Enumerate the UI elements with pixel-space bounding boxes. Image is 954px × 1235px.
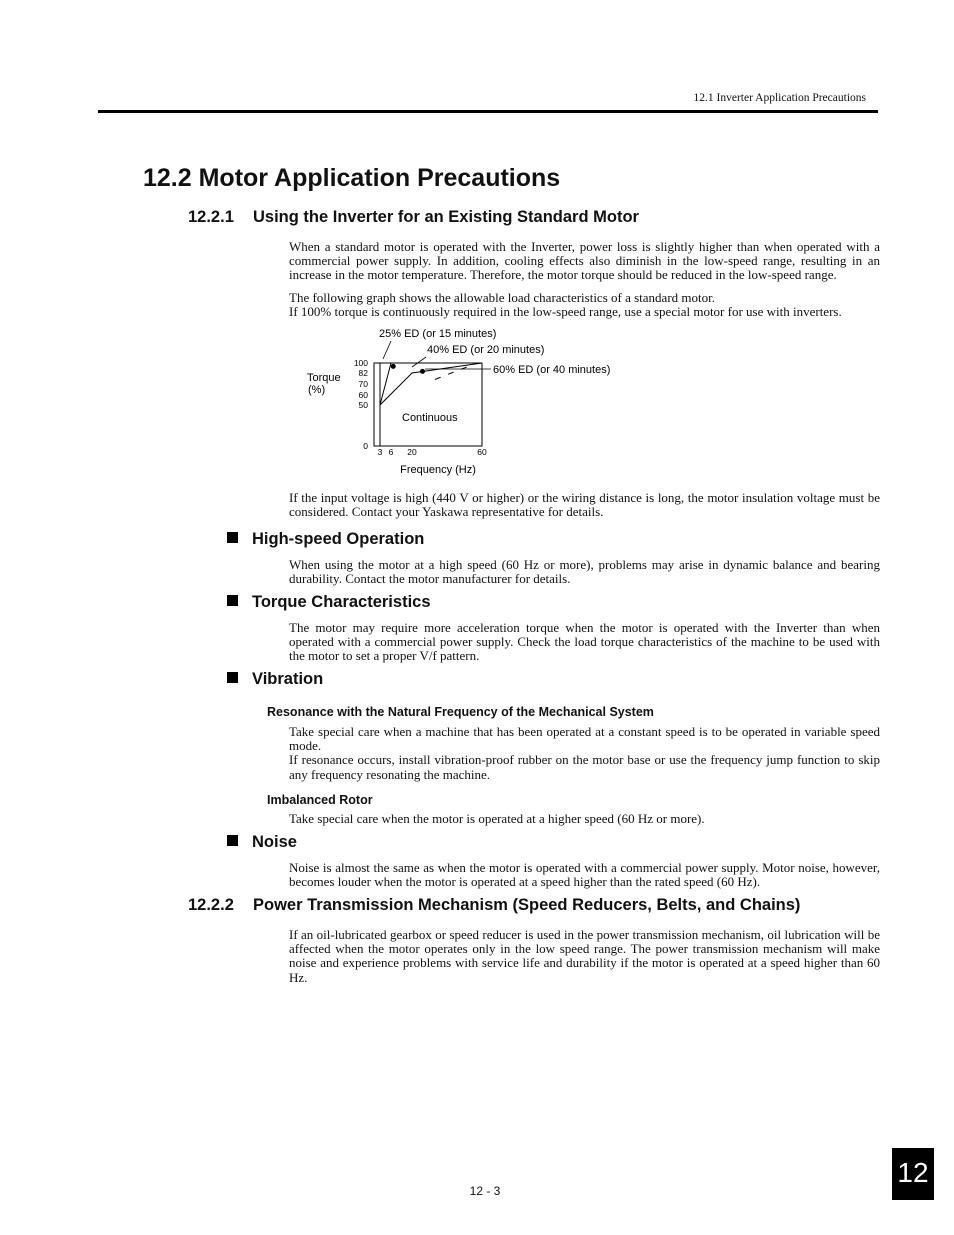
paragraph-text: If 100% torque is continuously required in the low-speed range, use a special motor for use with inverters. (289, 304, 842, 320)
y-tick-label: 82 (358, 368, 368, 378)
paragraph-text: When using the motor at a high speed (60 Hz or more), problems may arise in dynamic balance and bearing durability. Contact the motor manufacturer for details. (289, 557, 880, 587)
y-tick-label: 70 (358, 379, 368, 389)
chapter-tab: 12 (892, 1148, 934, 1200)
plot-frame (374, 363, 482, 446)
intro-paragraph (289, 240, 880, 283)
legend-label-40pct: 40% ED (or 20 minutes) (427, 344, 545, 356)
header-rule (98, 110, 878, 113)
region-label: Continuous (402, 412, 458, 424)
paragraph-text: If the input voltage is high (440 V or higher) or the wiring distance is long, the motor insulation voltage must be considered. Contact your Yaskawa representative for details. (289, 490, 880, 520)
graph-intro-paragraph (289, 291, 880, 319)
heading-text: High-speed Operation (252, 530, 425, 548)
paragraph-text: The following graph shows the allowable load characteristics of a standard motor. (289, 290, 715, 305)
y-axis-label: Torque (307, 372, 341, 384)
square-bullet-icon (227, 532, 238, 543)
x-tick-label: 3 (377, 447, 383, 457)
torque-frequency-chart (295, 325, 640, 485)
imbalanced-rotor-paragraph (289, 812, 880, 826)
subsection-title: Using the Inverter for an Existing Standard Motor (253, 208, 639, 226)
paragraph-text: If resonance occurs, install vibration-proof rubber on the motor base or use the frequency jump function to skip any frequency resonating the machine. (289, 752, 880, 782)
square-bullet-icon (227, 835, 238, 846)
heading-torque (227, 593, 431, 612)
paragraph-text: Noise is almost the same as when the motor is operated with a commercial power supply. Motor noise, however, becomes louder when the motor is operated at a speed higher than the rated speed (60 Hz). (289, 860, 880, 890)
paragraph-text: When a standard motor is operated with the Inverter, power loss is slightly higher than when operated with a commercial power supply. In addition, cooling effects also diminish in the low-speed range, resulting in an increase in the motor temperature. Therefore, the motor torque should be reduced in the low-speed range. (289, 239, 880, 283)
subsection-heading-12-2-1 (188, 208, 639, 227)
power-transmission-paragraph (289, 928, 880, 985)
heading-noise (227, 833, 297, 852)
subsection-heading-12-2-2 (188, 896, 800, 915)
torque-paragraph (289, 621, 880, 664)
leader-line-25pct (383, 341, 391, 359)
paragraph-text: The motor may require more acceleration torque when the motor is operated with the Inverter than when operated with a commercial power supply. Check the load torque characteristics of the machine to be used with the motor to set a proper V/f pattern. (289, 620, 880, 664)
subsection-number: 12.2.2 (188, 896, 234, 914)
running-head: 12.1 Inverter Application Precautions (693, 92, 866, 104)
series-marker-25pct (391, 364, 396, 369)
y-tick-label: 60 (358, 390, 368, 400)
x-tick-label: 60 (477, 447, 487, 457)
subsection-title: Power Transmission Mechanism (Speed Reducers, Belts, and Chains) (253, 896, 801, 914)
subsection-number: 12.2.1 (188, 208, 234, 226)
paragraph-text: Take special care when a machine that has been operated at a constant speed is to be operated in variable speed mode. (289, 724, 880, 754)
high-speed-paragraph (289, 558, 880, 586)
resonance-paragraph (289, 725, 880, 782)
y-tick-label: 50 (358, 400, 368, 410)
heading-high-speed (227, 530, 424, 549)
heading-text: Noise (252, 833, 297, 851)
x-tick-label: 6 (388, 447, 394, 457)
y-tick-label: 0 (363, 441, 368, 451)
square-bullet-icon (227, 672, 238, 683)
paragraph-text: If an oil-lubricated gearbox or speed reducer is used in the power transmission mechanism, oil lubrication will be affected when the motor operates only in the low speed range. The power transmission mechanism will make noise and experience problems with service life and durability if the motor is operated at a speed higher than 60 Hz. (289, 927, 880, 985)
insulation-paragraph (289, 491, 880, 519)
heading-vibration (227, 670, 323, 689)
leader-line-40pct (412, 357, 426, 367)
subheading-imbalanced-rotor: Imbalanced Rotor (267, 793, 373, 807)
paragraph-text: Take special care when the motor is operated at a higher speed (60 Hz or more). (289, 811, 705, 826)
square-bullet-icon (227, 595, 238, 606)
y-tick-label: 100 (353, 358, 368, 368)
heading-text: Torque Characteristics (252, 593, 431, 611)
subheading-resonance: Resonance with the Natural Frequency of the Mechanical System (267, 705, 654, 719)
x-tick-label: 20 (407, 447, 417, 457)
heading-text: Vibration (252, 670, 324, 688)
series-marker-40pct (420, 369, 425, 374)
y-axis-label-unit: (%) (308, 384, 326, 396)
page-number: 12 - 3 (469, 1184, 501, 1198)
legend-label-25pct: 25% ED (or 15 minutes) (379, 328, 497, 340)
section-title: 12.2 Motor Application Precautions (143, 164, 561, 192)
legend-label-60pct: 60% ED (or 40 minutes) (493, 364, 611, 376)
series-line-3 (435, 363, 477, 379)
noise-paragraph (289, 861, 880, 889)
x-axis-label: Frequency (Hz) (400, 464, 476, 476)
